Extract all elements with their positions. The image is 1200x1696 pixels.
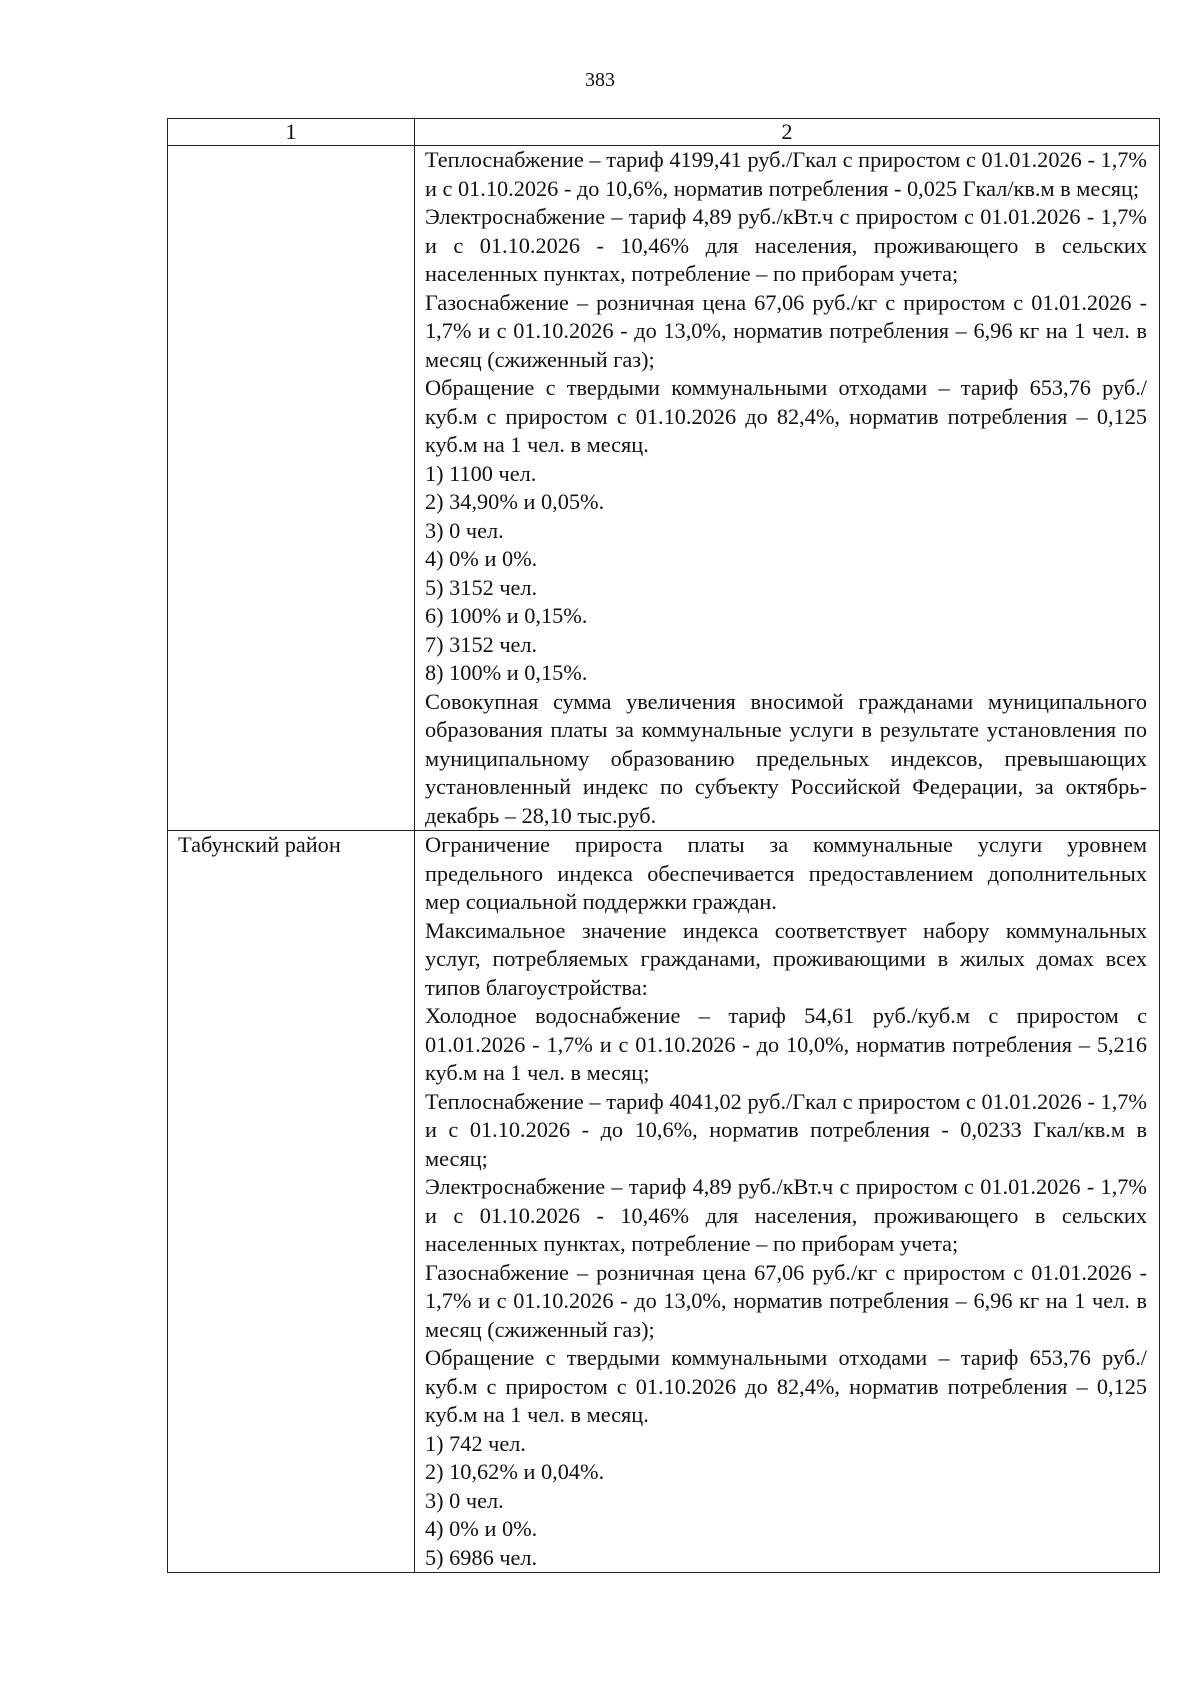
list-item: 3) 0 чел.	[425, 1487, 504, 1513]
list-item: 5) 6986 чел.	[425, 1544, 538, 1570]
paragraph: Теплоснабжение – тариф 4041,02 руб./Гкал с приростом с 01.01.2026 - 1,7% и с 01.10.2026 - до 10,6%, норматив потребления - 0,0233 Гкал/кв.м в месяц;	[425, 1088, 1147, 1171]
tariff-table	[167, 118, 1160, 1573]
region-cell	[168, 146, 415, 831]
list-item: 7) 3152 чел.	[425, 631, 538, 657]
paragraph: Обращение с твердыми коммунальными отходами – тариф 653,76 руб./куб.м с приростом с 01.10.2026 до 82,4%, норматив потребления – 0,125 куб.м на 1 чел. в месяц.	[425, 375, 1147, 457]
list-item: 1) 1100 чел.	[425, 460, 537, 486]
paragraph: Электроснабжение – тариф 4,89 руб./кВт.ч с приростом с 01.01.2026 - 1,7% и с 01.10.2026 - 10,46% для населения, проживающего в сельских населенных пунктах, потребление – по приборам учета;	[425, 1174, 1147, 1256]
column-number-1: 1	[168, 119, 415, 146]
paragraph: Газоснабжение – розничная цена 67,06 руб./кг с приростом с 01.01.2026 - 1,7% и с 01.10.2026 - до 13,0%, норматив потребления – 6,96 кг на 1 чел. в месяц (сжиженный газ);	[425, 289, 1147, 372]
list-item: 6) 100% и 0,15%.	[425, 603, 588, 628]
list-item: 2) 10,62% и 0,04%.	[425, 1459, 605, 1484]
paragraph: Обращение с твердыми коммунальными отходами – тариф 653,76 руб./куб.м с приростом с 01.10.2026 до 82,4%, норматив потребления – 0,125 куб.м на 1 чел. в месяц.	[425, 1345, 1147, 1427]
paragraph: Теплоснабжение – тариф 4199,41 руб./Гкал с приростом с 01.01.2026 - 1,7% и с 01.10.2026 - до 10,6%, норматив потребления - 0,025 Гкал/кв.м в месяц;	[425, 147, 1147, 201]
description-cell	[415, 831, 1160, 1573]
list-item: 3) 0 чел.	[425, 517, 504, 543]
paragraph: Ограничение прироста платы за коммунальные услуги уровнем предельного индекса обеспечивается предоставлением дополнительных мер социальной поддержки граждан.	[425, 832, 1147, 914]
list-item: 8) 100% и 0,15%.	[425, 660, 588, 685]
list-item: 1) 742 чел.	[425, 1430, 526, 1456]
table-header-row	[168, 119, 1160, 146]
paragraph: Электроснабжение – тариф 4,89 руб./кВт.ч с приростом с 01.01.2026 - 1,7% и с 01.10.2026 - 10,46% для населения, проживающего в сельских населенных пунктах, потребление – по приборам учета;	[425, 204, 1147, 286]
list-item: 4) 0% и 0%.	[425, 1516, 538, 1541]
list-item: 4) 0% и 0%.	[425, 546, 538, 571]
page-number: 383	[585, 69, 615, 91]
table-row	[168, 146, 1160, 831]
paragraph: Максимальное значение индекса соответствует набору коммунальных услуг, потребляемых гражданами, проживающими в жилых домах всех типов благоустройства:	[425, 917, 1147, 1000]
region-cell: Табунский район	[168, 831, 415, 1573]
column-number-2: 2	[415, 119, 1160, 146]
paragraph: Газоснабжение – розничная цена 67,06 руб./кг с приростом с 01.01.2026 - 1,7% и с 01.10.2026 - до 13,0%, норматив потребления – 6,96 кг на 1 чел. в месяц (сжиженный газ);	[425, 1259, 1147, 1342]
table-row	[168, 831, 1160, 1573]
list-item: 2) 34,90% и 0,05%.	[425, 489, 605, 514]
list-item: 5) 3152 чел.	[425, 574, 538, 600]
closing-paragraph: Совокупная сумма увеличения вносимой гражданами муниципального образования платы за коммунальные услуги в результате установления по муниципальному образованию предельных индексов, превышающих установленный индекс по субъекту Российской Федерации, за октябрь-декабрь – 28,10 тыс.руб.	[425, 688, 1147, 828]
paragraph: Холодное водоснабжение – тариф 54,61 руб./куб.м с приростом с 01.01.2026 - 1,7% и с 01.10.2026 - до 10,0%, норматив потребления – 5,216 куб.м на 1 чел. в месяц;	[425, 1003, 1147, 1085]
description-cell	[415, 146, 1160, 831]
